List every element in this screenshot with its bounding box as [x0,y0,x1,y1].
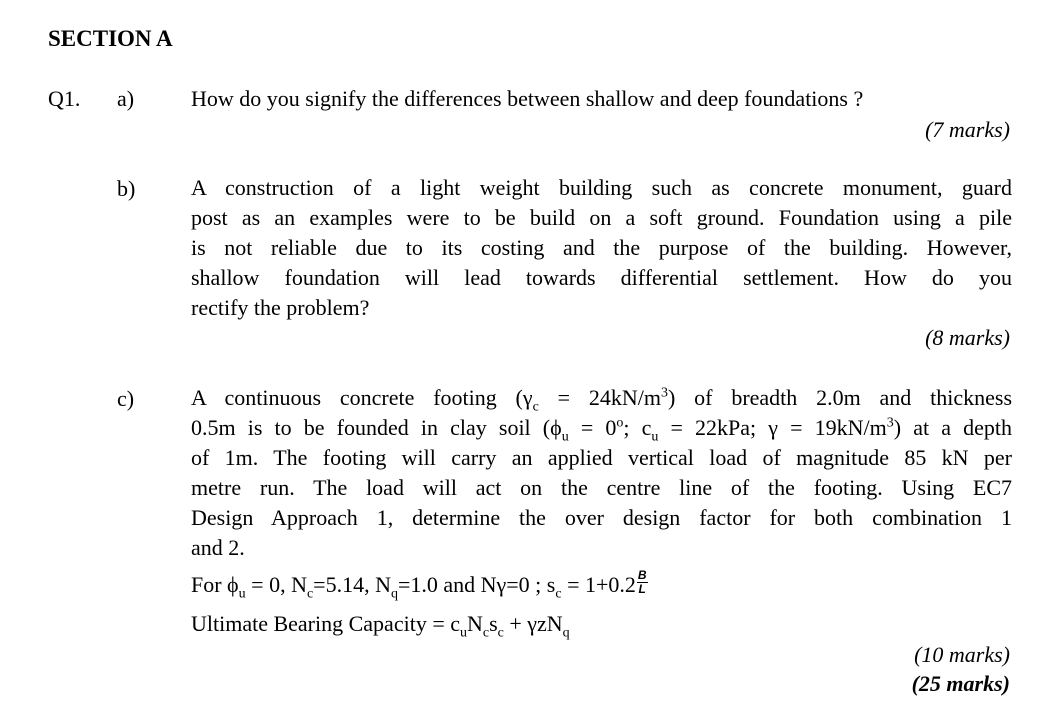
part-a-label: a) [117,86,135,111]
part-b-line: post as an examples were to be build on a soft ground. Foundation using a pile [191,205,1012,230]
part-b-line: shallow foundation will lead towards differential settlement. How do you [191,265,1012,290]
part-c-line-2: 0.5m is to be founded in clay soil ($\phi_u = 0^o$; $c_u = 22kPa$; $\gamma = 19kN/m^3$) at a depth [191,415,1012,445]
part-c-line: and 2. [191,535,245,560]
part-b-line: A construction of a light weight building such as concrete monument, guard [191,175,1012,200]
fraction-b-over-l: $\frac{B}{L}$ [637,568,647,597]
part-c-line: of 1m. The footing will carry an applied vertical load of magnitude 85 kN per [191,445,1012,470]
part-c-line: Design Approach 1, determine the over design factor for both combination 1 [191,505,1012,530]
formula-ultimate-bearing-capacity: Ultimate Bearing Capacity = $c_uN_cs_c + \gamma zN_q$ [191,611,570,641]
part-b-marks: (8 marks) [925,325,1010,350]
formula-parameters: For $\phi_u = 0$, $N_c=5.14$, $N_q=1.0$ and Nγ=0 ; $s_c = 1+0.2$ $\frac{B}{L}$ [191,568,647,602]
part-b-line: rectify the problem? [191,295,370,320]
part-b-line: is not reliable due to its costing and the purpose of the building. However, [191,235,1012,260]
part-c-marks: (10 marks) [914,642,1010,667]
part-c-line: metre run. The load will act on the centre line of the footing. Using EC7 [191,475,1012,500]
section-title: SECTION A [48,26,173,51]
part-c-label: c) [117,386,135,411]
part-a-text: How do you signify the differences between shallow and deep foundations ? [191,86,864,111]
part-b-label: b) [117,176,136,201]
question-number: Q1. [48,86,81,111]
part-a-marks: (7 marks) [925,117,1010,142]
total-marks: (25 marks) [911,671,1010,696]
part-c-text [191,383,1012,563]
part-b-text [191,173,1012,323]
part-c-line-1: A continuous concrete footing $(\gamma_c = 24kN/m^3)$ of breadth 2.0m and thickness [191,385,1013,415]
